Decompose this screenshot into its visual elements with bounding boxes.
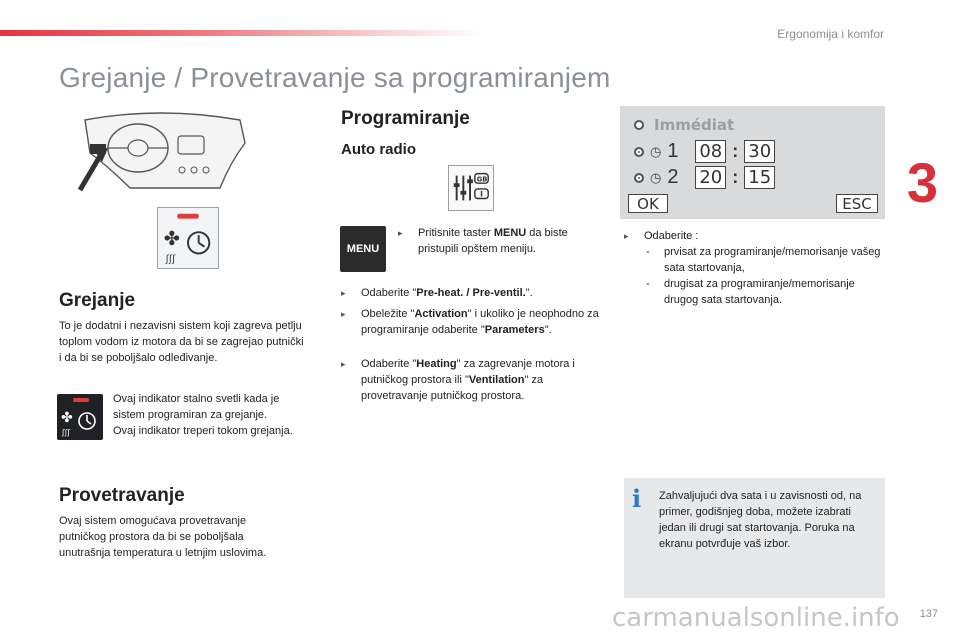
page-title: Grejanje / Provetravanje sa programiranjem	[59, 62, 611, 93]
ok-button: OK	[628, 194, 668, 213]
immediate-radio	[634, 120, 644, 130]
step-select-preheat: ▸ Odaberite "Pre-heat. / Pre-ventil.".	[341, 287, 533, 299]
header-accent-bar	[0, 30, 480, 36]
programming-screen	[620, 106, 885, 219]
select-item-second: - drugisat za programiranje/memorisanje drugog sata startovanja.	[646, 278, 855, 306]
select-intro: ▸ Odaberite :	[624, 230, 699, 242]
esc-button: ESC	[836, 194, 878, 213]
timer1-radio	[634, 147, 644, 157]
timer1-minute: 30	[744, 140, 775, 163]
heating-heading: Grejanje	[59, 290, 136, 311]
indicator-text-steady: Ovaj indikator stalno svetli kada je sistem programiran za grejanje.	[113, 393, 280, 421]
section-header: Ergonomija i komfor	[777, 27, 884, 41]
programming-heading: Programiranje	[341, 108, 470, 129]
bullet-icon: ▸	[341, 359, 346, 369]
info-text: Zahvaljujući dva sata i u zavisnosti od, na primer, godišnjeg doba, možete izabrati jedan ili drugi sat startovanja. Poruka na ekranu potvrđuje vaš izbor.	[659, 490, 862, 550]
heating-indicator-small-icon	[57, 394, 103, 440]
audio-settings-icon	[448, 165, 494, 211]
indicator-text-flashing: Ovaj indikator treperi tokom grejanja.	[113, 425, 293, 437]
timer2-minute: 15	[744, 166, 775, 189]
clock-icon: ◷	[650, 169, 662, 185]
page-number: 137	[919, 608, 938, 620]
ventilation-description: Ovaj sistem omogućava provetravanje putničkog prostora da bi se poboljšala unutrašnja temperatura u letnjim uslovima.	[59, 515, 267, 559]
dash-icon: -	[646, 278, 650, 290]
gb-label: GB	[476, 175, 488, 184]
timer1-hour: 08	[695, 140, 726, 163]
timer2-colon: :	[732, 167, 739, 187]
svg-text:ʃʃʃ: ʃʃʃ	[62, 428, 71, 437]
menu-button-icon: MENU	[340, 226, 386, 272]
ventilation-heading: Provetravanje	[59, 485, 185, 506]
bullet-icon: ▸	[624, 231, 629, 241]
bullet-icon: ▸	[341, 288, 346, 298]
dash-icon: -	[646, 246, 650, 258]
info-note	[624, 478, 885, 598]
immediate-label: Immédiat	[654, 116, 735, 134]
step-press-menu: ▸ Pritisnite taster MENU da biste pristupili opštem meniju.	[398, 227, 568, 255]
timer2-radio	[634, 173, 644, 183]
svg-text:ʃʃʃ: ʃʃʃ	[165, 254, 176, 266]
svg-text:✤: ✤	[163, 226, 181, 250]
step-mark-activation: ▸ Obeležite "Activation" i ukoliko je neophodno za programiranje odaberite "Parameters".	[341, 308, 599, 336]
svg-text:✤: ✤	[61, 410, 73, 426]
dashboard-illustration	[70, 108, 250, 198]
bullet-icon: ▸	[398, 228, 403, 238]
auto-radio-heading: Auto radio	[341, 141, 416, 158]
heating-indicator-icon	[157, 207, 219, 269]
chapter-number: 3	[906, 151, 938, 214]
timer2-hour: 20	[695, 166, 726, 189]
bullet-icon: ▸	[341, 309, 346, 319]
step-select-heating: ▸ Odaberite "Heating" za zagrevanje motora i putničkog prostora ili "Ventilation" za provetravanje putničkog prostora.	[341, 358, 575, 402]
timer1-number: 1	[667, 140, 679, 162]
heating-description: To je dodatni i nezavisni sistem koji zagreva petlju toplom vodom iz motora da bi se zagrejao putnički i da bi se poboljšalo odleđivanje.	[59, 320, 304, 364]
select-item-first: - prvisat za programiranje/memorisanje vašeg sata startovanja,	[646, 246, 881, 274]
clock-icon: ◷	[650, 143, 662, 159]
watermark: carmanualsonline.info	[612, 603, 900, 633]
timer2-number: 2	[667, 166, 679, 188]
info-icon: i	[632, 484, 642, 513]
timer1-colon: :	[732, 141, 739, 161]
